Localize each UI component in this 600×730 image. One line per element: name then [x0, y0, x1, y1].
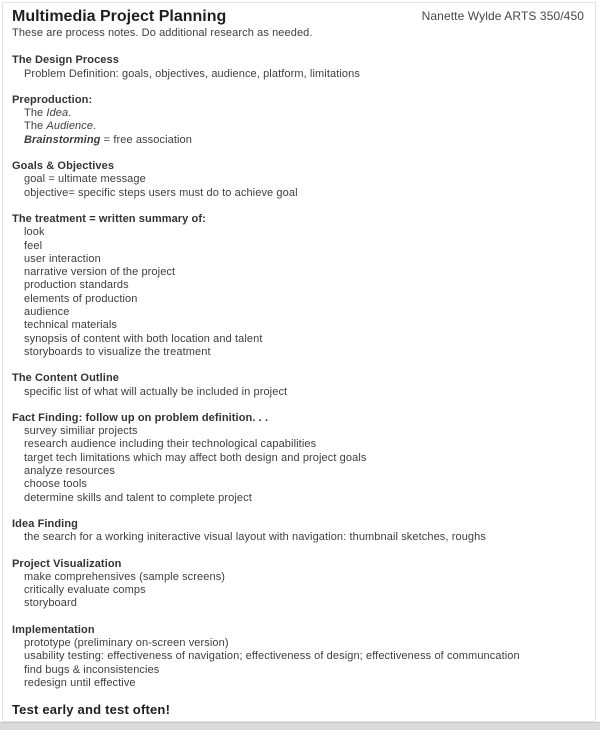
note-segment: Idea — [46, 107, 69, 120]
note-line: synopsis of content with both location and talent — [24, 332, 263, 345]
note-segment: = free association — [100, 133, 192, 146]
note-line: production standards — [24, 279, 129, 292]
section — [12, 372, 590, 399]
note-line: target tech limitations which may affect both design and project goals — [24, 451, 367, 464]
section — [12, 624, 590, 690]
note-segment: . — [93, 120, 97, 133]
section-heading: Preproduction: — [12, 93, 93, 106]
section-heading: Goals & Objectives — [12, 160, 115, 173]
note-line: survey similiar projects — [24, 425, 138, 438]
document-page — [12, 8, 590, 716]
document-footer: Test early and test often! — [12, 702, 171, 718]
note-segment: . — [68, 107, 72, 120]
note-segment: The — [24, 120, 47, 133]
page-bottom-edge — [0, 722, 600, 730]
document-subtitle: These are process notes. Do additional research as needed. — [12, 27, 313, 39]
section-heading: Idea Finding — [12, 517, 78, 530]
note-line: critically evaluate comps — [24, 584, 146, 597]
note-line: audience — [24, 306, 70, 319]
note-line: look — [24, 226, 45, 239]
note-line: specific list of what will actually be included in project — [24, 385, 288, 398]
note-line: storyboards to visualize the treatment — [24, 345, 211, 358]
section-heading: Implementation — [12, 623, 95, 636]
note-line: determine skills and talent to complete project — [24, 491, 252, 504]
section — [12, 94, 590, 147]
note-line: goal = ultimate message — [24, 173, 146, 186]
author-course-label: Nanette Wylde ARTS 350/450 — [421, 9, 584, 23]
note-line: elements of production — [24, 292, 138, 305]
note-line: choose tools — [24, 478, 87, 491]
section-heading: The Content Outline — [12, 372, 120, 385]
note-line: redesign until effective — [24, 676, 136, 689]
note-line: Problem Definition: goals, objectives, audience, platform, limitations — [24, 67, 360, 80]
note-line: objective= specific steps users must do to achieve goal — [24, 186, 298, 199]
section — [12, 518, 590, 545]
note-segment: Brainstorming — [24, 133, 101, 146]
section-heading: Project Visualization — [12, 557, 122, 570]
note-line: research audience including their technological capabilities — [24, 438, 317, 451]
note-line: make comprehensives (sample screens) — [24, 570, 226, 583]
note-line: find bugs & inconsistencies — [24, 663, 160, 676]
note-line — [12, 107, 590, 120]
note-line: the search for a working initeractive visual layout with navigation: thumbnail sketches, roughs — [24, 531, 486, 544]
section — [12, 213, 590, 359]
section-heading: The Design Process — [12, 54, 119, 67]
document-header — [12, 8, 590, 26]
page-title: Multimedia Project Planning — [12, 8, 227, 25]
section-heading: Fact Finding: follow up on problem definition. . . — [12, 411, 269, 424]
note-line: feel — [24, 239, 43, 252]
note-line: technical materials — [24, 319, 117, 332]
note-line: narrative version of the project — [24, 266, 176, 279]
note-line: prototype (preliminary on-screen version) — [24, 636, 229, 649]
note-line — [12, 134, 590, 147]
note-line: analyze resources — [24, 465, 115, 478]
note-line — [12, 120, 590, 133]
section — [12, 160, 590, 200]
section — [12, 54, 590, 81]
section — [12, 558, 590, 611]
section — [12, 412, 590, 505]
sections-container — [12, 54, 590, 690]
note-line: storyboard — [24, 597, 77, 610]
note-line: usability testing: effectiveness of navigation; effectiveness of design; effectiveness of communcation — [24, 650, 520, 663]
note-segment: The — [24, 107, 47, 120]
section-heading: The treatment = written summary of: — [12, 212, 206, 225]
note-segment: Audience — [46, 120, 94, 133]
note-line: user interaction — [24, 252, 101, 265]
